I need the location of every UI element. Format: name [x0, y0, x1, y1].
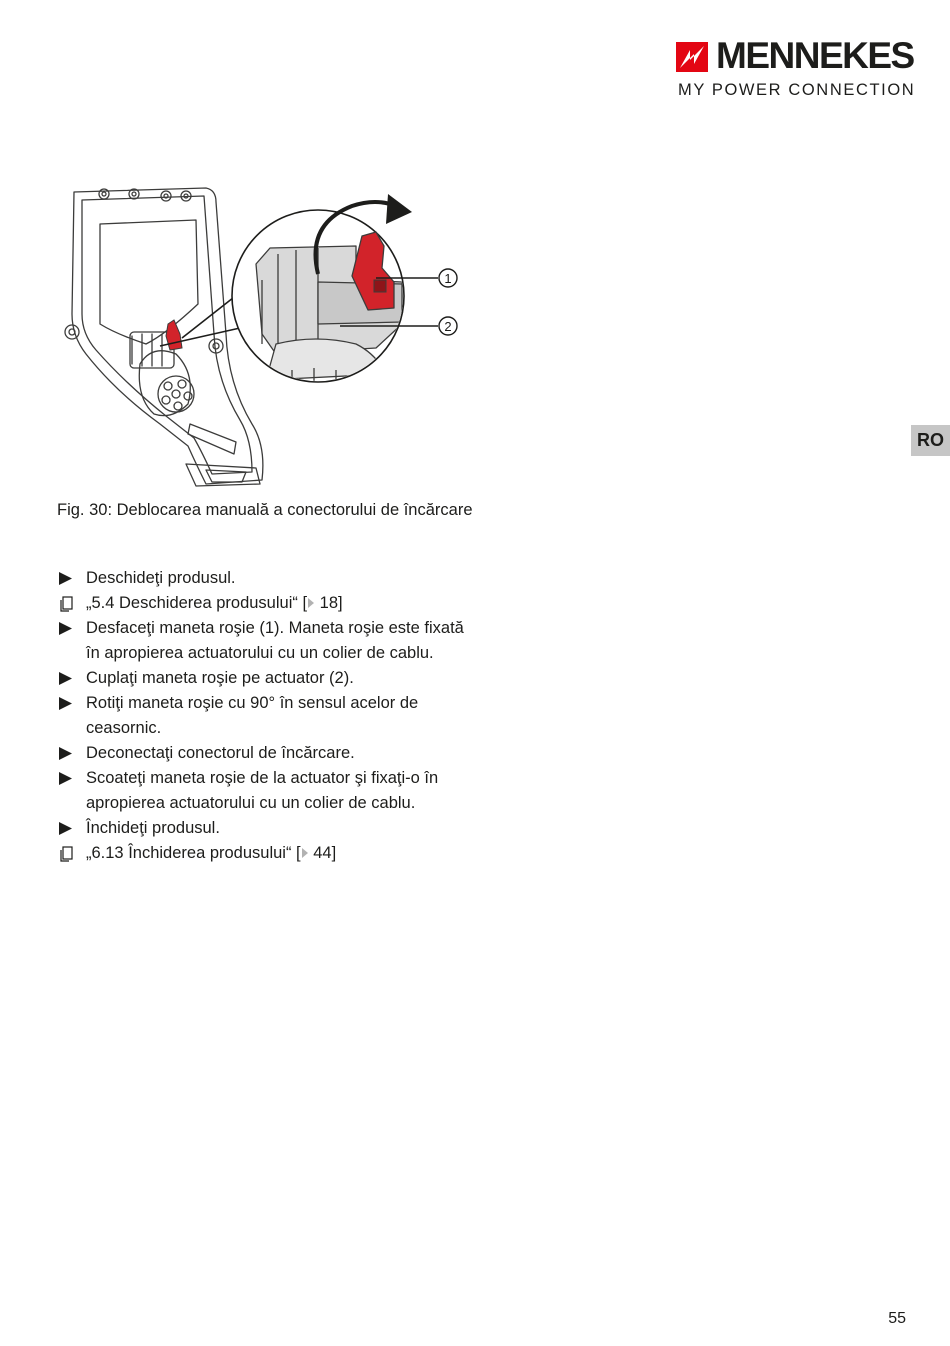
mennekes-logo-icon: [676, 42, 708, 72]
list-item-reference[interactable]: [57, 591, 477, 616]
list-item: [57, 816, 477, 841]
list-item-reference[interactable]: [57, 841, 477, 866]
reference-text[interactable]: „6.13 Închiderea produsului“ [: [86, 844, 301, 862]
step-text: Scoateţi maneta roşie de la actuator şi fixaţi-o în apropierea actuatorului cu un colier de cablu.: [86, 769, 439, 812]
brand-tagline: MY POWER CONNECTION: [678, 81, 916, 99]
reference-text[interactable]: „5.4 Deschiderea produsului“ [: [86, 594, 308, 612]
figure-illustration: [56, 184, 468, 494]
reference-page[interactable]: 44]: [313, 844, 337, 862]
callout-2-label: 2: [444, 319, 452, 334]
list-item: [57, 616, 477, 666]
triangle-right-icon: [58, 691, 74, 716]
page-ref-arrow-icon: [301, 847, 309, 859]
brand-name: MENNEKES: [716, 35, 914, 76]
list-item: [57, 691, 477, 741]
brand-logo: [676, 35, 916, 102]
triangle-right-icon: [58, 566, 74, 591]
page-number: 55: [888, 1310, 906, 1327]
list-item: [57, 741, 477, 766]
step-text: Deschideţi produsul.: [86, 569, 236, 587]
reference-page[interactable]: 18]: [319, 594, 343, 612]
step-text: Deconectaţi conectorul de încărcare.: [86, 744, 355, 762]
figure-caption: Fig. 30: Deblocarea manuală a conectorului de încărcare: [57, 501, 473, 519]
step-text: Închideţi produsul.: [86, 819, 220, 837]
callout-1-label: 1: [444, 271, 452, 286]
lever-small: [166, 320, 182, 350]
language-tab: RO: [911, 425, 950, 456]
triangle-right-icon: [58, 766, 74, 791]
page-ref-arrow-icon: [307, 597, 315, 609]
triangle-right-icon: [58, 816, 74, 841]
document-copy-icon: [58, 841, 74, 866]
instruction-list: [57, 566, 477, 866]
step-text: Cuplaţi maneta roşie pe actuator (2).: [86, 669, 354, 687]
list-item: [57, 766, 477, 816]
triangle-right-icon: [58, 666, 74, 691]
document-copy-icon: [58, 591, 74, 616]
list-item: [57, 566, 477, 591]
list-item: [57, 666, 477, 691]
step-text: Desfaceţi maneta roşie (1). Maneta roşie este fixată în apropierea actuatorului cu un colier de cablu.: [86, 619, 464, 662]
step-text: Rotiţi maneta roşie cu 90° în sensul acelor de ceasornic.: [86, 694, 419, 737]
triangle-right-icon: [58, 741, 74, 766]
triangle-right-icon: [58, 616, 74, 641]
